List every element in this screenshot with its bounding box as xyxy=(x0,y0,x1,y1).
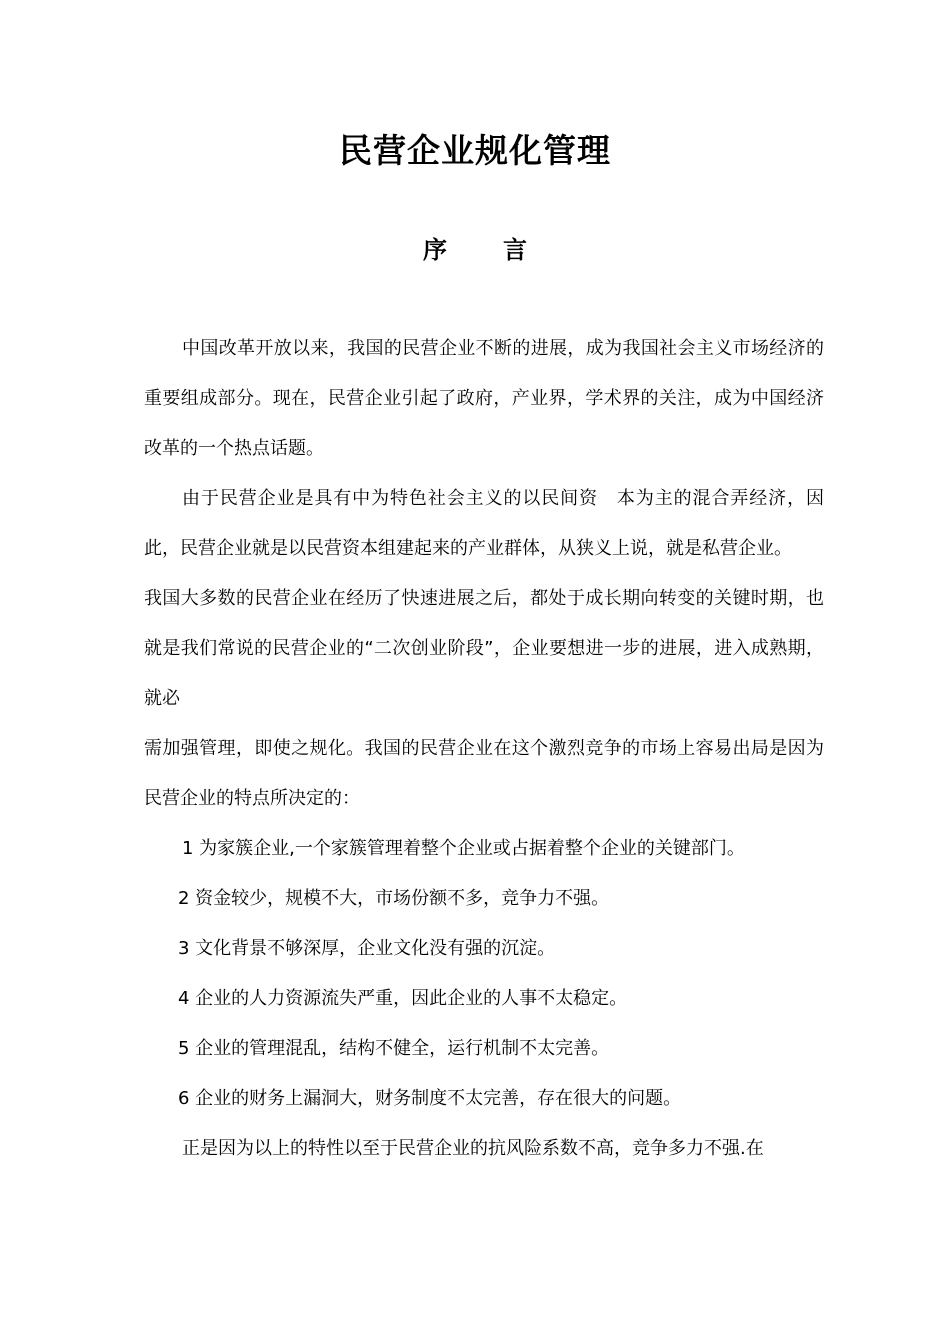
document-body xyxy=(144,324,824,1174)
list-item: 5 企业的管理混乱，结构不健全，运行机制不太完善。 xyxy=(178,1038,610,1059)
paragraph: 需加强管理，即使之规化。我国的民营企业在这个激烈竞争的市场上容易出局是因为民营企业的特点所决定的： xyxy=(144,738,824,809)
list-item: 3 文化背景不够深厚，企业文化没有强的沉淀。 xyxy=(178,938,556,959)
closing-paragraph: 正是因为以上的特性以至于民营企业的抗风险系数不高，竞争多力不强.在 xyxy=(182,1138,764,1159)
list-item: 4 企业的人力资源流失严重，因此企业的人事不太稳定。 xyxy=(178,988,628,1009)
list-item: 6 企业的财务上漏洞大，财务制度不太完善，存在很大的问题。 xyxy=(178,1088,682,1109)
paragraph: 我国大多数的民营企业在经历了快速进展之后，都处于成长期向转变的关键时期，也就是我们常说的民营企业的“二次创业阶段”，企业要想进一步的进展，进入成熟期，就必 xyxy=(144,588,824,709)
list-item: 2 资金较少，规模不大，市场份额不多，竞争力不强。 xyxy=(178,888,610,909)
paragraph: 由于民营企业是具有中为特色社会主义的以民间资 本为主的混合弄经济，因此，民营企业就是以民营资本组建起来的产业群体，从狭义上说，就是私营企业。 xyxy=(144,488,824,559)
section-heading-char: 言 xyxy=(503,236,527,264)
paragraph: 中国改革开放以来，我国的民营企业不断的进展，成为我国社会主义市场经济的重要组成部分。现在，民营企业引起了政府，产业界，学术界的关注，成为中国经济改革的一个热点话题。 xyxy=(144,338,824,459)
section-heading-char: 序 xyxy=(423,236,447,264)
list-item: 1 为家簇企业,一个家簇管理着整个企业或占据着整个企业的关键部门。 xyxy=(182,838,745,859)
document-title: 民营企业规化管理 xyxy=(339,131,611,170)
section-heading xyxy=(0,230,950,270)
